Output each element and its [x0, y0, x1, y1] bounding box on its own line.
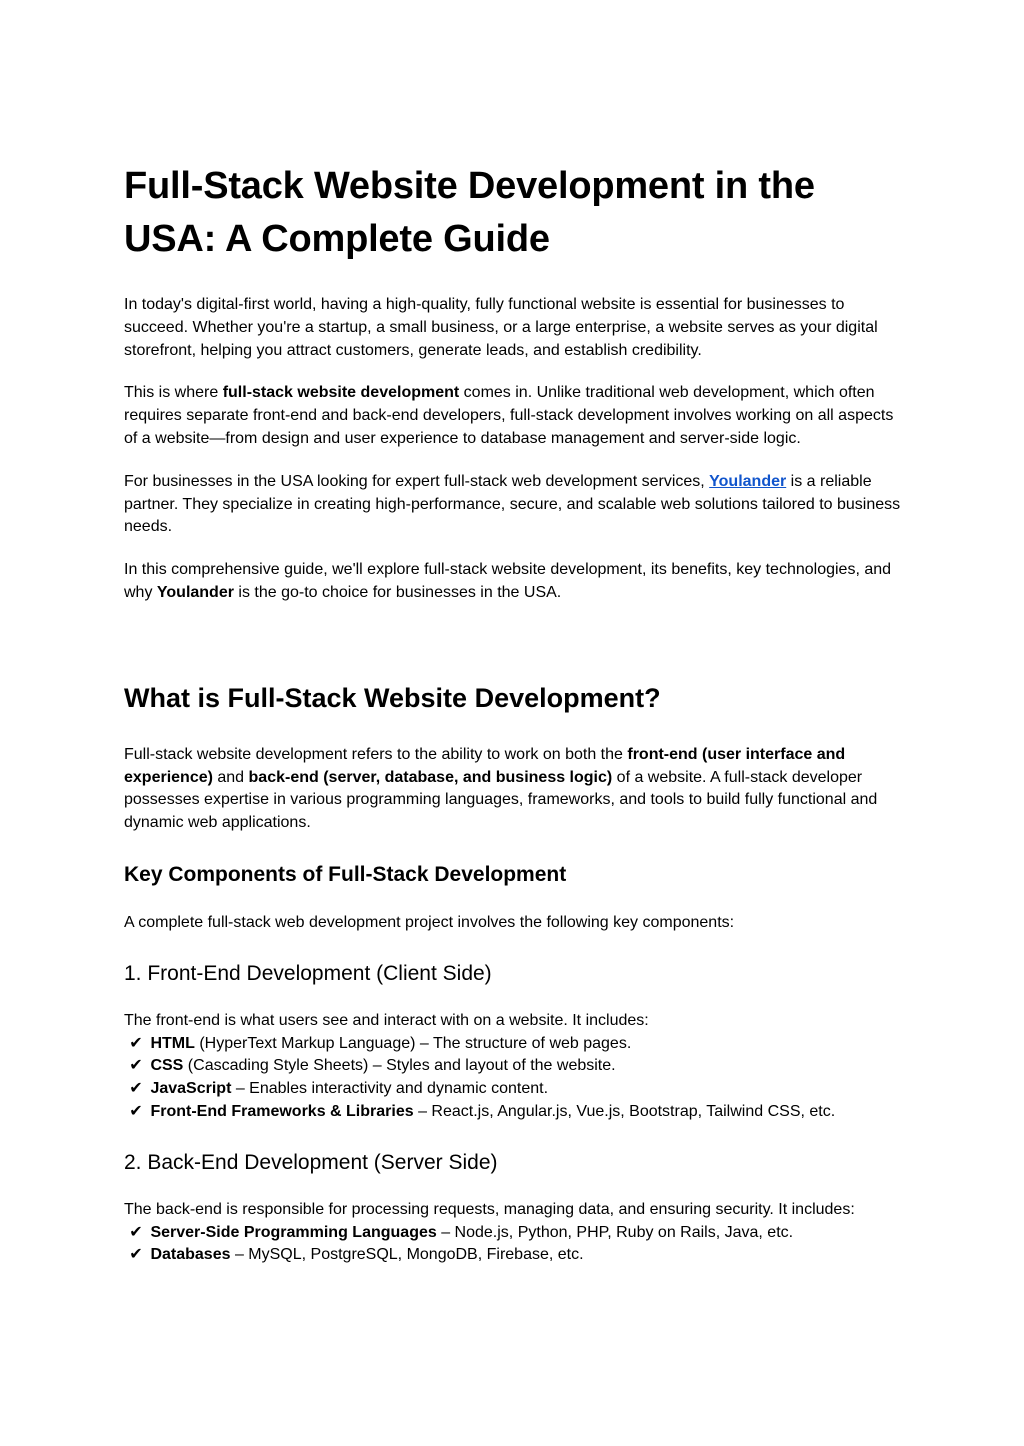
checkmark-icon: ✔	[129, 1057, 143, 1075]
text-span: For businesses in the USA looking for expert full-stack web development services,	[124, 472, 710, 490]
text-span: – React.js, Angular.js, Vue.js, Bootstrap, Tailwind CSS, etc.	[413, 1102, 836, 1120]
bold-text: full-stack website development	[222, 384, 460, 402]
text-span: is a reliable partner. They specialize in creating high-performance, secure, and scalable web solutions tailored to business needs.	[124, 472, 901, 536]
bold-text: front-end (user interface and experience)	[124, 745, 846, 786]
text-span: – MySQL, PostgreSQL, MongoDB, Firebase, etc.	[230, 1246, 584, 1264]
list-item	[124, 1101, 904, 1124]
list-item	[124, 1244, 904, 1267]
back-end-list	[124, 1199, 904, 1267]
list-intro: The front-end is what users see and interact with on a website. It includes:	[124, 1011, 649, 1029]
intro-paragraph-1: In today's digital-first world, having a high-quality, fully functional website is essential for businesses to succeed. Whether you're a startup, a small business, or a large enterprise, a website serves as your digital storefront, helping you attract customers, generate leads, and establish credibility.	[124, 296, 878, 359]
list-item	[124, 1055, 904, 1078]
section-heading-what-is: What is Full-Stack Website Development?	[124, 682, 661, 713]
bold-text: Youlander	[156, 583, 234, 601]
text-span: In this comprehensive guide, we'll explore full-stack website development, its benefits, key technologies, and why	[124, 561, 892, 601]
text-span: (HyperText Markup Language) – The structure of web pages.	[194, 1034, 632, 1052]
text-span: and	[212, 768, 249, 786]
document-body	[124, 160, 904, 1267]
intro-paragraph-3	[124, 471, 904, 539]
checkmark-icon: ✔	[129, 1034, 143, 1052]
bold-text: Front-End Frameworks & Libraries	[150, 1102, 414, 1120]
text-span: of a website. A full-stack developer possesses expertise in various programming languages, frameworks, and tools to build fully functional and dynamic web applications.	[124, 768, 878, 832]
text-span: This is where	[124, 384, 223, 402]
section-heading-back-end: 2. Back-End Development (Server Side)	[124, 1150, 498, 1174]
checkmark-icon: ✔	[129, 1246, 143, 1264]
key-components-intro: A complete full-stack web development project involves the following key components:	[124, 913, 735, 931]
checkmark-icon: ✔	[129, 1223, 143, 1241]
text-span: – Node.js, Python, PHP, Ruby on Rails, Java, etc.	[436, 1223, 794, 1241]
text-span: – Enables interactivity and dynamic content.	[231, 1080, 549, 1098]
list-intro: The back-end is responsible for processing requests, managing data, and ensuring security. It includes:	[124, 1200, 855, 1218]
bold-text: back-end (server, database, and business logic)	[248, 768, 613, 786]
bold-text: JavaScript	[150, 1080, 232, 1098]
intro-paragraph-2	[124, 382, 904, 450]
what-is-paragraph	[124, 744, 904, 835]
bold-text: CSS	[150, 1057, 184, 1075]
checkmark-icon: ✔	[129, 1080, 143, 1098]
intro-paragraph-4	[124, 559, 904, 605]
list-item	[124, 1078, 904, 1101]
checkmark-icon: ✔	[129, 1102, 143, 1120]
bold-text: HTML	[150, 1034, 195, 1052]
text-span: is the go-to choice for businesses in the USA.	[233, 583, 562, 601]
text-span: (Cascading Style Sheets) – Styles and layout of the website.	[183, 1057, 616, 1075]
bold-text: Server-Side Programming Languages	[150, 1223, 437, 1241]
section-heading-key-components: Key Components of Full-Stack Development	[124, 862, 567, 886]
section-heading-front-end: 1. Front-End Development (Client Side)	[124, 961, 492, 985]
text-span: comes in. Unlike traditional web development, which often requires separate front-end and back-end developers, full-stack development involves working on all aspects of a website—from design and user experience to database management and server-side logic.	[124, 384, 894, 447]
youlander-link[interactable]: Youlander	[709, 472, 787, 490]
list-item	[124, 1222, 904, 1245]
text-span: Full-stack website development refers to the ability to work on both the	[124, 745, 628, 763]
page-title: Full-Stack Website Development in the USA: A Complete Guide	[124, 165, 815, 260]
list-item	[124, 1033, 904, 1056]
bold-text: Databases	[150, 1246, 231, 1264]
front-end-list	[124, 1010, 904, 1124]
